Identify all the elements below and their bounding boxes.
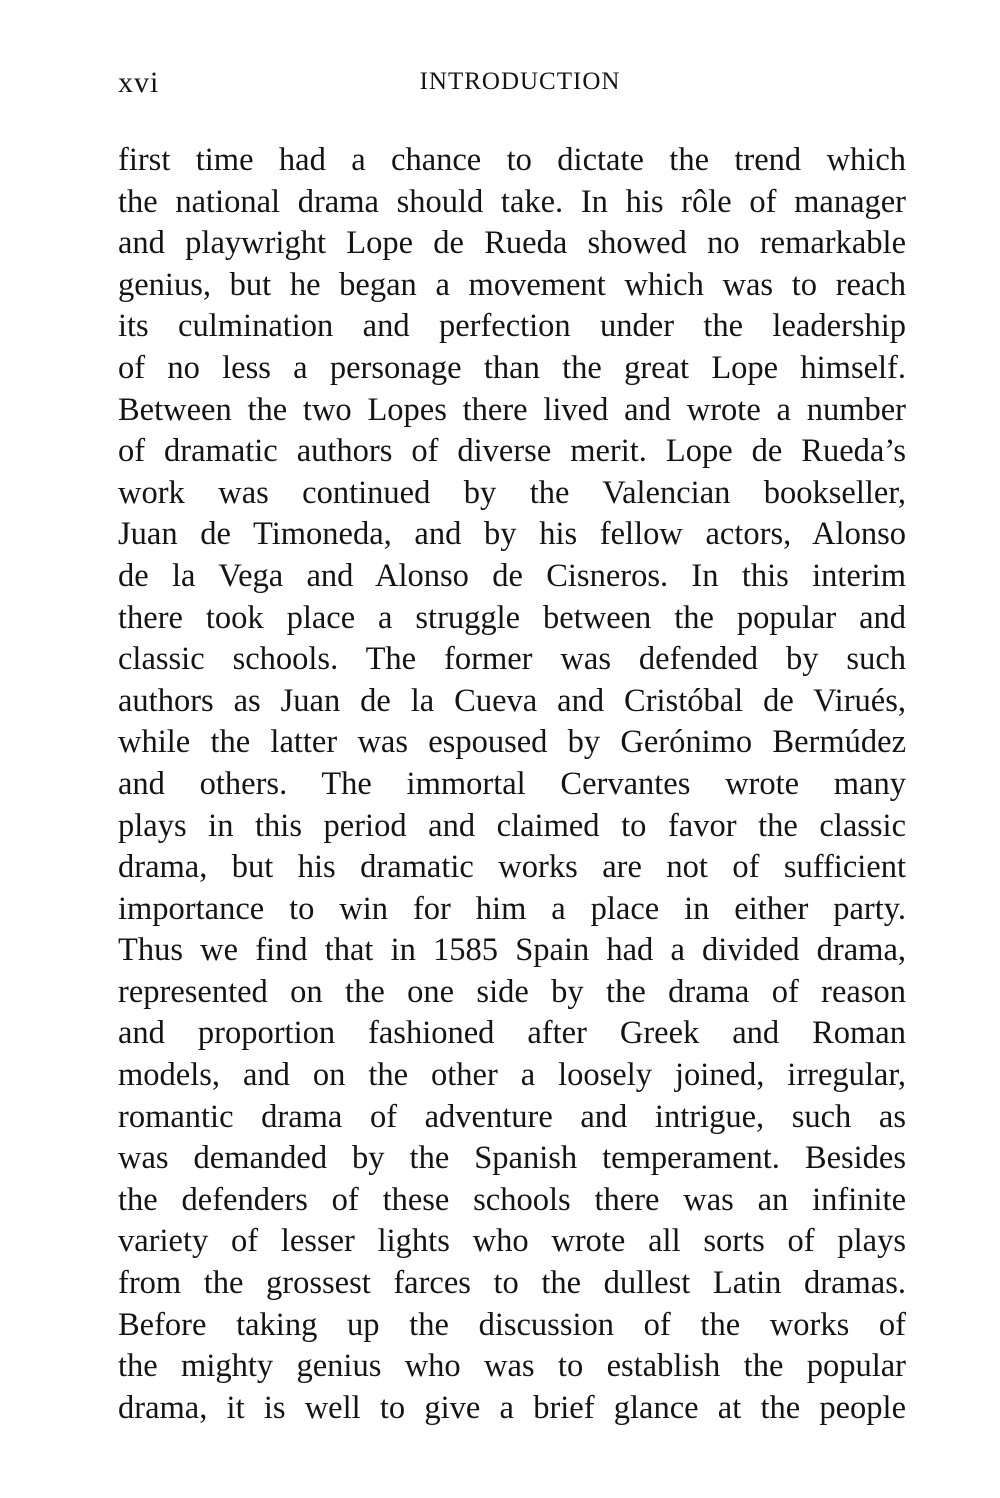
text-line: the mighty genius who was to establish the popular <box>118 1348 906 1385</box>
text-line: Thus we find that in 1585 Spain had a divided drama, <box>118 932 906 969</box>
text-line: from the grossest farces to the dullest Latin dramas. <box>118 1265 906 1302</box>
text-line: Between the two Lopes there lived and wrote a number <box>118 391 906 428</box>
text-line: of no less a personage than the great Lope himself. <box>118 349 906 386</box>
text-line: and playwright Lope de Rueda showed no remarkable <box>118 225 906 262</box>
text-line: plays in this period and claimed to favor the classic <box>118 807 906 844</box>
text-line: while the latter was espoused by Gerónimo Bermúdez <box>118 724 906 761</box>
text-line: drama, but his dramatic works are not of sufficient <box>118 849 906 886</box>
text-line: the defenders of these schools there was an infinite <box>118 1181 906 1218</box>
text-line: drama, it is well to give a brief glance at the people <box>118 1389 906 1426</box>
running-title: INTRODUCTION <box>419 68 621 95</box>
text-line: Before taking up the discussion of the works of <box>118 1306 906 1343</box>
text-line: Juan de Timoneda, and by his fellow actors, Alonso <box>118 516 906 553</box>
page-number: xvi <box>118 66 160 99</box>
text-line: variety of lesser lights who wrote all sorts of plays <box>118 1223 906 1260</box>
text-line: de la Vega and Alonso de Cisneros. In this interim <box>118 557 906 594</box>
text-line: work was continued by the Valencian bookseller, <box>118 474 906 511</box>
text-line: romantic drama of adventure and intrigue, such as <box>118 1098 906 1135</box>
text-line: and others. The immortal Cervantes wrote many <box>118 765 906 802</box>
text-line: its culmination and perfection under the leadership <box>118 308 906 345</box>
text-line: models, and on the other a loosely joined, irregular, <box>118 1057 906 1094</box>
text-line: first time had a chance to dictate the trend which <box>118 142 906 178</box>
text-line: of dramatic authors of diverse merit. Lope de Rueda’s <box>118 433 906 470</box>
text-line: and proportion fashioned after Greek and Roman <box>118 1015 906 1052</box>
text-line: importance to win for him a place in either party. <box>118 890 906 927</box>
text-line: represented on the one side by the drama of reason <box>118 973 906 1010</box>
text-line: the national drama should take. In his rôle of manager <box>118 183 906 220</box>
text-line: genius, but he began a movement which was to reach <box>118 266 906 303</box>
body-text <box>118 140 906 1429</box>
text-line: classic schools. The former was defended by such <box>118 641 906 678</box>
running-head <box>118 66 906 110</box>
text-line: there took place a struggle between the popular and <box>118 599 906 636</box>
text-line: was demanded by the Spanish temperament. Besides <box>118 1140 906 1177</box>
text-line: authors as Juan de la Cueva and Cristóbal de Virués, <box>118 682 906 719</box>
